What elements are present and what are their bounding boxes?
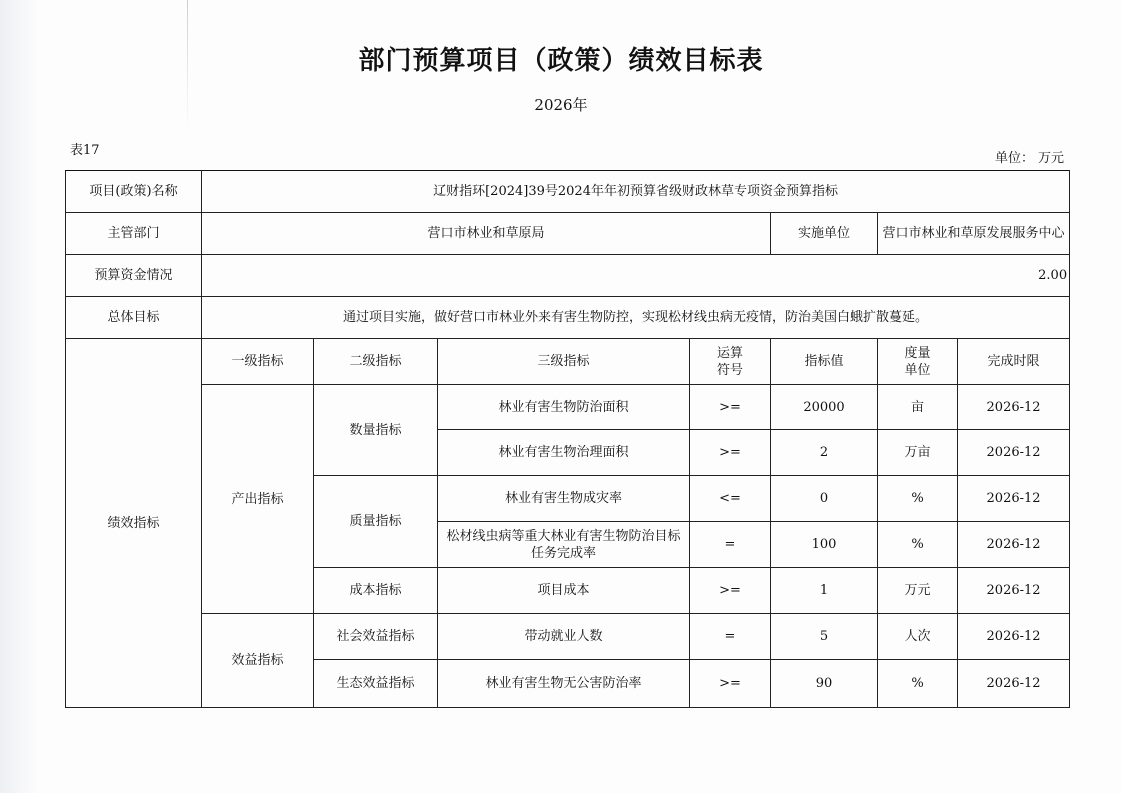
header-unit-line1: 度量 — [904, 345, 931, 361]
indicator-value: 1 — [771, 568, 878, 614]
indicator-unit: % — [878, 660, 958, 708]
header-value: 指标值 — [771, 339, 878, 385]
indicator-deadline: 2026-12 — [958, 430, 1070, 476]
indicator-operator: >= — [690, 568, 771, 614]
goal-row — [66, 297, 1070, 339]
indicator-unit: 人次 — [878, 614, 958, 660]
header-unit — [878, 339, 958, 385]
indicator-deadline: 2026-12 — [958, 614, 1070, 660]
unit-label — [995, 147, 1068, 166]
unit-label-text: 单位： — [994, 151, 1034, 166]
perf-section-label: 绩效指标 — [66, 339, 202, 708]
indicator-name: 林业有害生物无公害防治率 — [438, 660, 690, 708]
indicator-operator: >= — [690, 430, 771, 476]
indicator-operator: = — [690, 522, 771, 568]
indicator-deadline: 2026-12 — [958, 568, 1070, 614]
group-benefit: 效益指标 — [202, 614, 314, 708]
indicator-deadline: 2026-12 — [958, 522, 1070, 568]
indicator-name: 林业有害生物防治面积 — [438, 385, 690, 430]
indicator-value: 0 — [771, 476, 878, 522]
goal-label: 总体目标 — [66, 297, 202, 339]
indicator-name-line2: 任务完成率 — [530, 545, 596, 561]
header-deadline: 完成时限 — [958, 339, 1070, 385]
table-row — [66, 385, 1070, 430]
header-level2: 二级指标 — [314, 339, 438, 385]
table-number: 表17 — [70, 143, 100, 158]
performance-target-table — [65, 170, 1070, 708]
budget-value: 2.00 — [202, 255, 1070, 297]
scan-shadow — [0, 0, 40, 793]
indicator-unit: % — [878, 522, 958, 568]
indicator-name: 项目成本 — [438, 568, 690, 614]
indicator-deadline: 2026-12 — [958, 660, 1070, 708]
impl-value: 营口市林业和草原发展服务中心 — [878, 213, 1070, 255]
header-level1: 一级指标 — [202, 339, 314, 385]
group-quality: 质量指标 — [314, 476, 438, 568]
indicator-value: 90 — [771, 660, 878, 708]
indicator-name: 带动就业人数 — [438, 614, 690, 660]
indicator-unit: 万亩 — [878, 430, 958, 476]
indicator-name: 林业有害生物治理面积 — [438, 430, 690, 476]
indicator-name: 林业有害生物成灾率 — [438, 476, 690, 522]
goal-value: 通过项目实施，做好营口市林业外来有害生物防控，实现松材线虫病无疫情，防治美国白蛾扩散蔓延。 — [202, 297, 1070, 339]
header-operator-line2: 符号 — [716, 362, 743, 378]
unit-value: 万元 — [1037, 151, 1064, 166]
indicator-operator: <= — [690, 476, 771, 522]
budget-year: 2026年 — [534, 96, 588, 114]
dept-label: 主管部门 — [66, 213, 202, 255]
indicator-value: 20000 — [771, 385, 878, 430]
indicator-value: 2 — [771, 430, 878, 476]
budget-label: 预算资金情况 — [66, 255, 202, 297]
indicator-deadline: 2026-12 — [958, 476, 1070, 522]
indicator-name-line1: 松材线虫病等重大林业有害生物防治目标 — [446, 528, 681, 544]
indicator-unit: 亩 — [878, 385, 958, 430]
project-name-row — [66, 171, 1070, 213]
group-cost: 成本指标 — [314, 568, 438, 614]
indicator-operator: = — [690, 614, 771, 660]
indicator-unit: 万元 — [878, 568, 958, 614]
indicator-operator: >= — [690, 660, 771, 708]
group-eco: 生态效益指标 — [314, 660, 438, 708]
indicator-header-row — [66, 339, 1070, 385]
indicator-value: 100 — [771, 522, 878, 568]
header-level3: 三级指标 — [438, 339, 690, 385]
project-name-value: 辽财指环[2024]39号2024年年初预算省级财政林草专项资金预算指标 — [202, 171, 1070, 213]
group-social: 社会效益指标 — [314, 614, 438, 660]
project-name-label: 项目(政策)名称 — [66, 171, 202, 213]
group-output: 产出指标 — [202, 385, 314, 614]
impl-label: 实施单位 — [771, 213, 878, 255]
dept-value: 营口市林业和草原局 — [202, 213, 771, 255]
indicator-name — [438, 522, 690, 568]
budget-row — [66, 255, 1070, 297]
page-title: 部门预算项目（政策）绩效目标表 — [358, 46, 764, 76]
indicator-unit: % — [878, 476, 958, 522]
header-operator — [690, 339, 771, 385]
indicator-value: 5 — [771, 614, 878, 660]
indicator-operator: >= — [690, 385, 771, 430]
dept-row — [66, 213, 1070, 255]
header-operator-line1: 运算 — [716, 345, 743, 361]
indicator-deadline: 2026-12 — [958, 385, 1070, 430]
header-unit-line2: 单位 — [904, 362, 931, 378]
table-row — [66, 614, 1070, 660]
group-quantity: 数量指标 — [314, 385, 438, 476]
